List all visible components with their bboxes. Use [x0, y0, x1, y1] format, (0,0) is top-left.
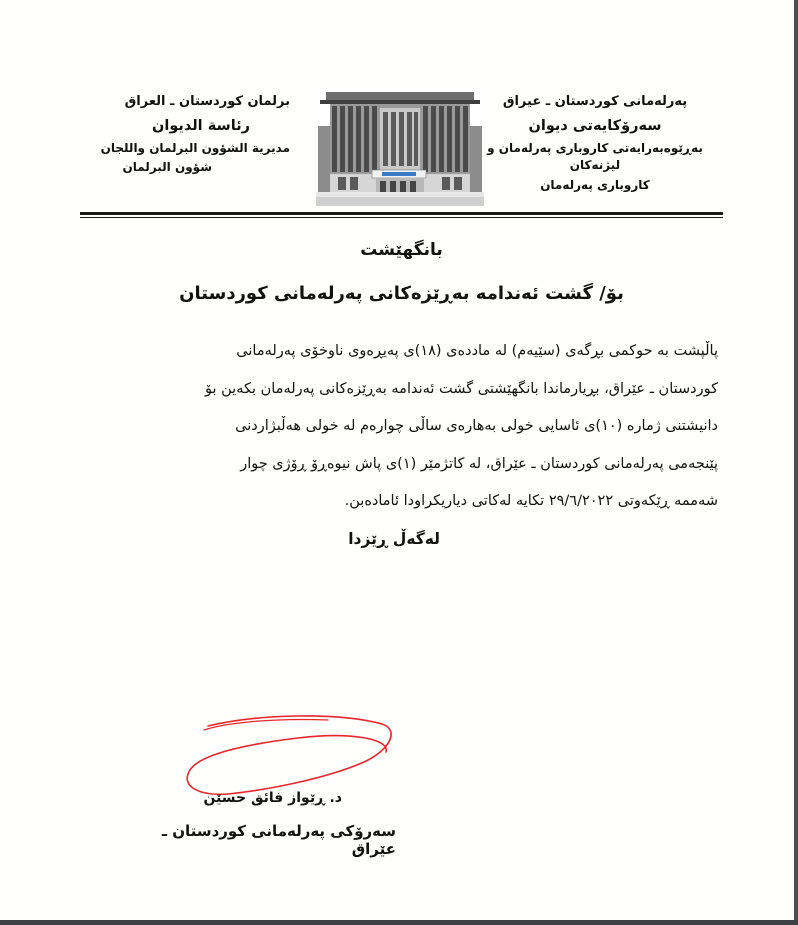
- header-arabic-line2: رئاسة الديوان: [151, 117, 250, 134]
- letter-recipient: بۆ/ گشت ئەندامە بەڕێزەکانی پەرلەمانی کوردستان: [179, 283, 624, 304]
- signatory-name: د. ڕێواز فائق حسێن: [203, 790, 342, 806]
- scan-edge-right: [794, 0, 798, 925]
- header-kurdish-line1: پەرلەمانی کوردستان ـ عیراق: [502, 94, 688, 109]
- body-line: پاڵپشت بە حوکمی بڕگەی (سێیەم) لە ماددەی (١٨)ی پەیڕەوی ناوخۆی پەرلەمانی: [236, 343, 718, 359]
- header-divider-thin: [80, 217, 723, 218]
- letter-title: بانگهێشت: [360, 240, 443, 260]
- body-line: شەممە ڕێکەوتی ٢٩/٦/٢٠٢٢ تکایە لەکاتی دیاریکراودا ئامادەبن.: [344, 493, 718, 509]
- closing-regards: لەگەڵ ڕێزدا: [348, 530, 440, 548]
- header-kurdish-line3: بەڕێوەبەرایەتی کاروباری پەرلەمان و لیژنەکان: [487, 140, 703, 173]
- header-arabic-line3: مديرية الشؤون البرلمان واللجان: [100, 140, 290, 155]
- header-arabic-line4: شؤون البرلمان: [122, 160, 212, 175]
- scan-edge-bottom: [0, 920, 798, 925]
- body-line: پێنجەمی پەرلەمانی کوردستان ـ عێراق، لە کاتژمێر (١)ی پاش نیوەڕۆ ڕۆژی چوار: [240, 456, 718, 472]
- header-divider: [80, 212, 723, 215]
- body-line: کوردستان ـ عێراق، بڕیارماندا بانگهێشتی گشت ئەندامە بەڕێزەکانی پەرلەمان بکەین بۆ: [204, 381, 718, 397]
- body-line: دانیشتنی ژمارە (١٠)ی ئاسایی خولی بەهارەی ساڵی چوارەم لە خولی هەڵبژاردنی: [235, 418, 718, 434]
- header-arabic: [80, 93, 290, 177]
- header-kurdish: [470, 93, 720, 194]
- header-arabic-line1: برلمان كوردستان ـ العراق: [124, 94, 290, 109]
- header-kurdish-line4: کاروباری پەرلەمان: [540, 177, 650, 192]
- header-kurdish-line2: سەرۆکایەتی دیوان: [528, 117, 662, 134]
- parliament-building-icon: [316, 86, 484, 206]
- signatory-title: سەرۆکی پەرلەمانی کوردستان ـ عێراق: [161, 822, 396, 858]
